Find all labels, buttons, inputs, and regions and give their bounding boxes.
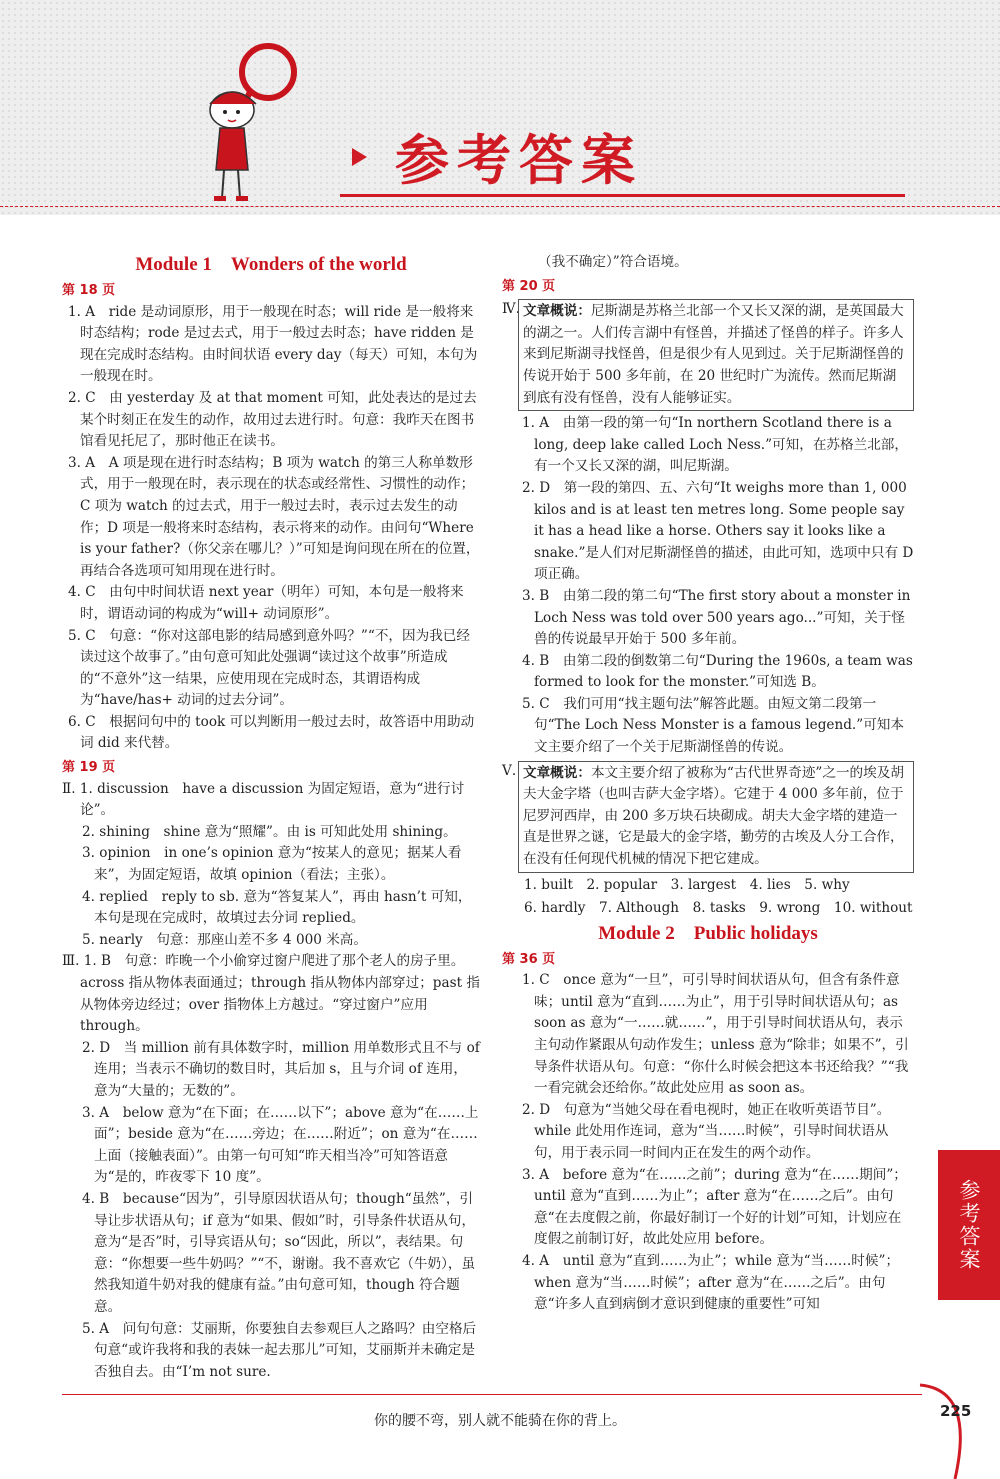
answer-item: 5. C 句意：“你对这部电影的结局感到意外吗？”“不，因为我已经读过这个故事了。”由句意可知此处强调“读过这个故事”所造成的“不意外”这一结果，应使用现在完成时态，其谓语构成为“have/has+ 动词的过去分词”。	[68, 627, 470, 709]
answer-item: 4. B 由第二段的倒数第二句“During the 1960s, a team was formed to look for the monster.”可知选 B。	[522, 652, 913, 691]
left-column	[62, 252, 480, 1383]
answer-item-5-continuation: 可知，艾丽斯并未确定是否独自去。由“I’m not sure.	[94, 1342, 475, 1380]
summary-row-5	[502, 761, 914, 873]
module2-title: Module 2 Public holidays	[598, 922, 818, 944]
answer-item: 4. replied reply to sb. 意为“答复某人”，再由 hasn’t 可知，本句是现在完成时，故填过去分词 replied。	[82, 888, 472, 927]
word-answers-1: 1. built 2. popular 3. largest 4. lies 5. why	[524, 876, 850, 893]
answer-item: 4. C 由句中时间状语 next year（明年）可知，本句是一般将来时，谓语动词的构成为“will+ 动词原形”。	[68, 584, 464, 622]
page-number: 225	[940, 1402, 972, 1420]
continued-text: （我不确定）”符合语境。	[538, 254, 688, 270]
answer-item: 3. A below 意为“在下面；在……以下”；above 意为“在……上面”；beside 意为“在……旁边；在……附近”；on 意为“在……上面（接触表面）”。由第一句可知“昨天相当冷”可知答语意为“是的，昨夜零下 10 度”。	[82, 1104, 479, 1186]
answer-item: 3. opinion in one’s opinion 意为“按某人的意见；据某人看来”，为固定短语，故填 opinion（看法；主张）。	[82, 845, 462, 884]
answer-item: 3. A before 意为“在……之前”；during 意为“在……期间”；until 意为“直到……为止”；after 意为“在……之后”。由句意“在去度假之前，你最好制订一个好的计划”可知，计划应在度假之前制订好，故此处应用 before。	[522, 1166, 907, 1248]
answers-side-tab: 参考答案	[938, 1150, 1000, 1300]
answer-item: 2. D 第一段的第四、五、六句“It weighs more than 1, 000 kilos and is at least ten metres long. Some people say it has a head like a horse. Others say it looks like a snake.”是人们对尼斯湖怪兽的描述，由此可知，选项中只有 D 项正确。	[522, 479, 914, 583]
title-underline	[340, 194, 905, 197]
answer-item-5-text: 5. A 问句句意：艾丽斯，你要独自去参观巨人之路吗？由空格后句意“或许我将和我的表妹一起去那儿”	[82, 1320, 477, 1359]
word-answers-2: 6. hardly 7. Although 8. tasks 9. wrong 10. without	[524, 899, 913, 916]
right-column	[502, 252, 914, 1316]
answer-item: 1. C once 意为“一旦”，可引导时间状语从句，但含有条件意味；until 意为“直到……为止”，用于引导时间状语从句；as soon as 意为“一……就……”，用于引导时间状语从句，表示主句动作紧跟从句动作发生；unless 意为“除非；如果不”，引导条件状语从句。句意：“你什么时候会把这本书还给我？”“我一看完就会还给你。”故此处应用 as soon as。	[522, 972, 909, 1097]
page-corner-curve	[915, 1380, 995, 1479]
page-label-18: 第 18 页	[62, 283, 116, 298]
section-3-item-1: Ⅲ. 1. B 句意：昨晚一个小偷穿过窗户爬进了那个老人的房子里。across 指从物体表面通过；through 指从物体内部穿过；past 指从物体旁边经过；over 指物体上方越过。“穿过窗户”应用 through。	[62, 953, 480, 1035]
footer-motto: 你的腰不弯，别人就不能骑在你的背上。	[374, 1413, 626, 1429]
answer-item: 1. A ride 是动词原形，用于一般现在时态；will ride 是一般将来时态结构；rode 是过去式，用于一般过去时态；have ridden 是现在完成时态结构。由时间状语 every day（每天）可知，本句为一般现在时。	[68, 303, 478, 385]
answer-item: 6. C 根据问句中的 took 可以判断用一般过去时，故答语中用助动词 did 来代替。	[68, 713, 475, 752]
page-label-19: 第 19 页	[62, 760, 116, 776]
page-label-36: 第 36 页	[502, 951, 556, 967]
article-summary-box	[518, 761, 914, 873]
section-2-item-1: Ⅱ. 1. discussion have a discussion 为固定短语，意为“进行讨论”。	[62, 780, 465, 819]
answer-item: 2. shining shine 意为“照耀”。由 is 可知此处用 shining。	[82, 823, 457, 840]
answer-item: 4. B because“因为”，引导原因状语从句；though“虽然”，引导让步状语从句；if 意为“如果、假如”时，引导条件状语从句，意为“是否”时，引导宾语从句；so“因此，所以”，表结果。句意：“你想要一些牛奶吗？”“不，谢谢。我不喜欢它（牛奶），虽然我知道牛奶对我的健康有益。”由句意可知，though 符合题意。	[82, 1190, 476, 1315]
answer-item: 2. C 由 yesterday 及 at that moment 可知，此处表达的是过去某个时刻正在发生的动作，故用过去进行时。句意：我昨天在图书馆看见托尼了，那时他正在读书。	[68, 389, 477, 450]
summary-row-4	[502, 299, 914, 411]
summary-text: 本文主要介绍了被称为“古代世界奇迹”之一的埃及胡夫大金字塔（也叫吉萨大金字塔）。它建于 4 000 多年前，位于尼罗河西岸，由 200 多万块石块砌成。胡夫大金字塔的建造一直是世界之谜，它是最大的金字塔，勤劳的古埃及人分工合作，在没有任何现代机械的情况下把它建成。	[523, 764, 904, 868]
answer-item-partial	[62, 1319, 480, 1384]
summary-text: 尼斯湖是苏格兰北部一个又长又深的湖，是英国最大的湖之一。人们传言湖中有怪兽，并描述了怪兽的样子。许多人来到尼斯湖寻找怪兽，但是很少有人见到过。关于尼斯湖怪兽的传说开始于 500 多年前，在 20 世纪时广为流传。然而尼斯湖到底有没有怪兽，没有人能够证实。	[523, 303, 904, 406]
section-label-4: Ⅳ.	[502, 301, 520, 318]
girl-with-magnifier-illustration	[190, 40, 310, 210]
header-divider	[0, 206, 1000, 208]
page-title: 参考答案	[395, 129, 643, 192]
answer-item: 3. B 由第二段的第二句“The first story about a monster in Loch Ness was told over 500 years ago...”可知，关于怪兽的传说最早开始于 500 多年前。	[522, 587, 911, 648]
answer-item: 2. D 句意为“当她父母在看电视时，她正在收听英语节目”。while 此处用作连词，意为“当……时候”，引导时间状语从句，用于表示同一时间内正在发生的两个动作。	[522, 1101, 891, 1161]
section-label-5: Ⅴ.	[502, 762, 517, 779]
answer-item: 4. A until 意为“直到……为止”；while 意为“当……时候”；when 意为“当……时候”；after 意为“在……之后”。由句意“许多人直到病倒才意识到健康的重要性”可知	[522, 1252, 900, 1313]
page-label-20: 第 20 页	[502, 278, 556, 294]
answer-item: 3. A A 项是现在进行时态结构；B 项为 watch 的第三人称单数形式，用于一般现在时，表示现在的状态或经常性、习惯性的动作；C 项为 watch 的过去式，用于一般过去时，表示过去发生的动作；D 项是一般将来时态结构，表示将来的动作。由问句“Where is your father?（你父亲在哪儿？）”可知是询问现在所在的位置，再结合各选项可知用现在进行时。	[68, 454, 480, 579]
answer-item: 5. nearly 句意：那座山差不多 4 000 米高。	[82, 931, 367, 948]
footer-line	[62, 1394, 922, 1395]
summary-title: 文章概说：	[523, 303, 591, 320]
answer-item: 5. C 我们可用“找主题句法”解答此题。由短文第二段第一句“The Loch Ness Monster is a famous legend.”可知本文主要介绍了一个关于尼斯湖怪兽的传说。	[522, 695, 904, 756]
answer-item: 1. A 由第一段的第一句“In northern Scotland there is a long, deep lake called Loch Ness.”可知，在苏格兰北部，有一个又长又深的湖，叫尼斯湖。	[522, 415, 908, 475]
answer-item: 2. D 当 million 前有具体数字时，million 用单数形式且不与 of 连用；当表示不确切的数目时，其后加 s，且与介词 of 连用，意为“大量的；无数的”。	[82, 1039, 480, 1099]
article-summary-box	[518, 299, 914, 411]
module1-title: Module 1 Wonders of the world	[135, 254, 407, 275]
title-arrow-icon	[352, 148, 367, 166]
summary-title: 文章概说：	[523, 764, 591, 781]
